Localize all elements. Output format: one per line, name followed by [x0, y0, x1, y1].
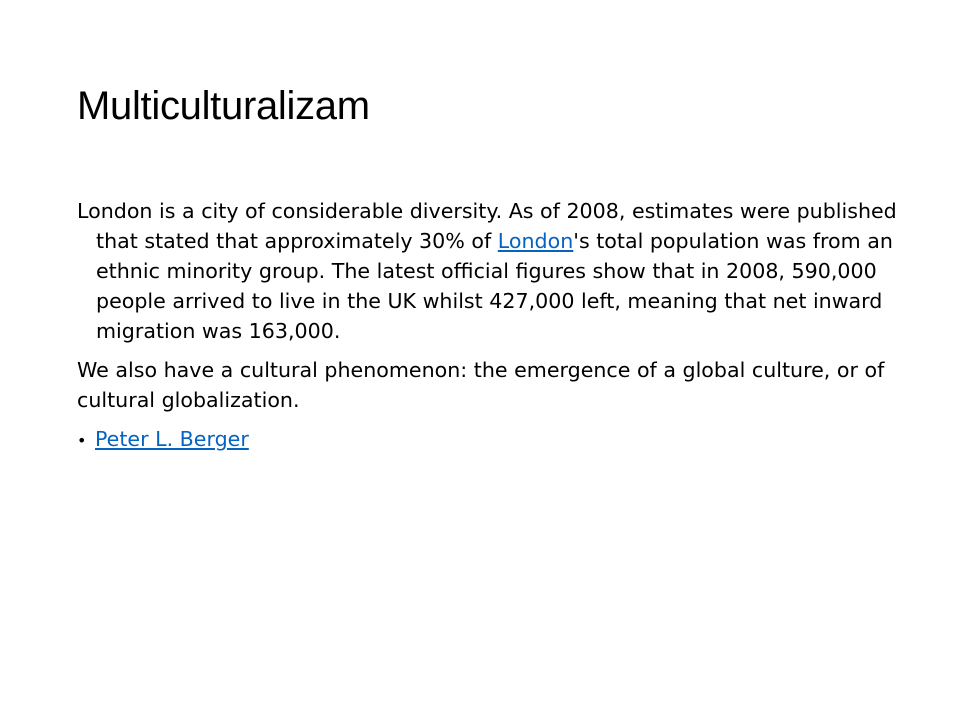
peter-berger-link[interactable]: Peter L. Berger [95, 427, 249, 451]
paragraph-cultural-phenomenon: We also have a cultural phenomenon: the emergence of a global culture, or of cultural globalization. [77, 358, 885, 412]
bullet-list-item [77, 424, 897, 456]
paragraph-london-diversity [77, 196, 897, 346]
slide-title: Multiculturalizam [77, 84, 370, 128]
paragraph-text-after-link: 's total population was from an ethnic minority group. The latest official figures show that in 2008, 590,000 people arrived to live in the UK whilst 427,000 left, meaning that net inward migration was 163,000. [96, 229, 893, 343]
paragraph-text-before-link: London is a city of considerable diversity. As of 2008, estimates were published that stated that approximately 30% of [77, 199, 897, 253]
slide-body [77, 196, 897, 456]
bullet-icon: • [77, 431, 87, 450]
london-link[interactable]: London [497, 229, 574, 253]
